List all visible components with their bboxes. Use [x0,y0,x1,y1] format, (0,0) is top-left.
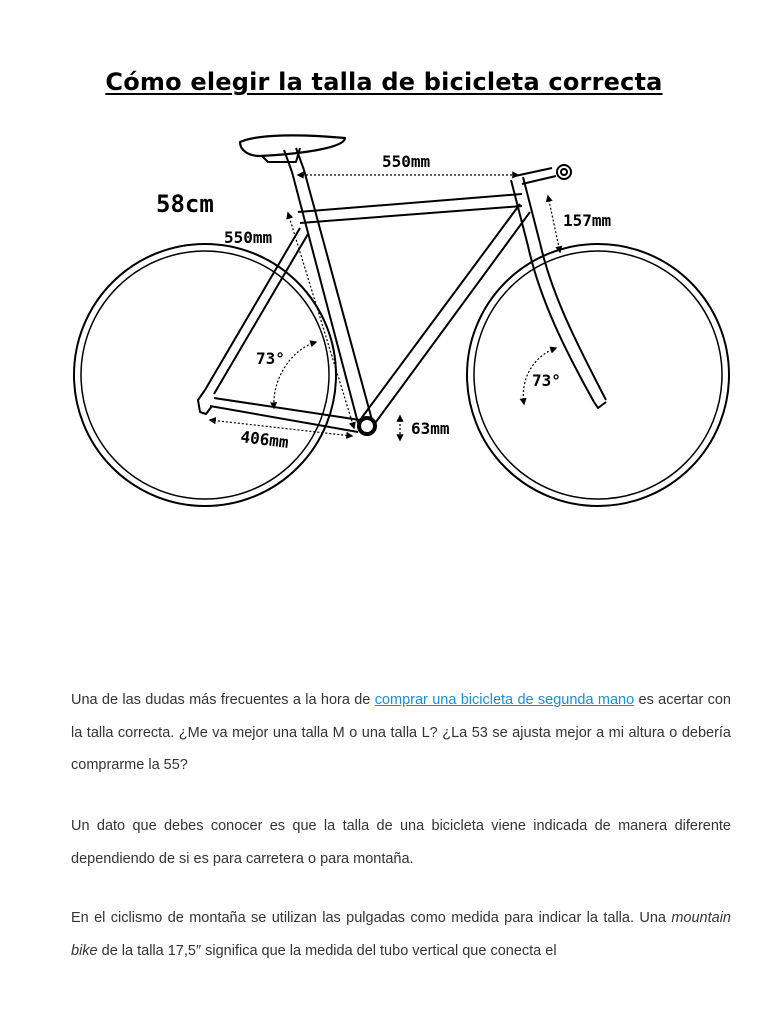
head-tube-dimension-line [548,196,560,252]
front-wheel [467,244,729,506]
paragraph-mountain-text-end: de la talla 17,5″ significa que la medida del tubo vertical que conecta el [97,942,557,959]
paragraph-mountain-sizing [71,902,731,967]
head-angle-label: 73° [532,371,561,390]
mountain-bike-term: mountain bike [71,910,731,959]
bb-drop-label: 63mm [411,419,450,438]
page-title: Cómo elegir la talla de bicicleta correcta [105,68,663,97]
paragraph-intro-text-end: es acertar con la talla correcta. ¿Me va mejor una talla M o una talla L? ¿La 53 se ajusta mejor a mi altura o debería comprarme la 55? [71,692,731,773]
paragraph-intro [71,684,731,782]
bottom-bracket [359,418,375,434]
head-tube-label: 157mm [563,211,612,230]
bike-geometry-diagram [0,120,768,540]
buy-second-hand-bike-link[interactable]: comprar una bicicleta de segunda mano [374,692,635,708]
seat-angle-label: 73° [256,349,285,368]
seat-tube-label: 550mm [224,228,273,247]
paragraph-size-notation: Un dato que debes conocer es que la talla de una bicicleta viene indicada de manera diferente dependiendo de si es para carretera o para montaña. [71,818,731,867]
top-tube-label: 550mm [382,152,431,171]
paragraph-intro-text: Una de las dudas más frecuentes a la hora de [71,692,375,708]
rear-wheel [74,244,336,506]
size-label: 58cm [156,190,214,218]
chainstay-label: 406mm [239,427,290,452]
paragraph-mountain-text: En el ciclismo de montaña se utilizan las pulgadas como medida para indicar la talla. Una [71,910,672,926]
